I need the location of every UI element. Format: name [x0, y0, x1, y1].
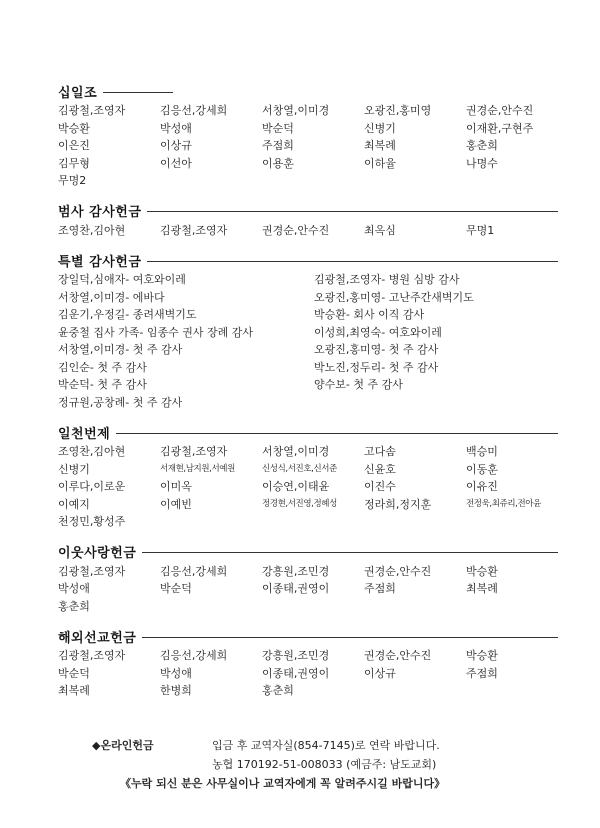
thanksgiving-entry: 윤중철 집사 가족- 임종수 권사 장례 감사: [58, 325, 253, 339]
footer-row-2: [92, 755, 552, 774]
donor-name: 무명1: [466, 223, 495, 237]
section-title: 십일조: [58, 85, 98, 101]
donor-name: 정라희,정지훈: [364, 497, 432, 511]
donor-name: 무명2: [58, 174, 87, 187]
donor-name: 박성애: [160, 121, 192, 135]
contact-instruction: 입금 후 교역자실(854-7145)로 연락 바랍니다.: [212, 739, 440, 752]
donor-name: 정경현,서진영,정혜성: [262, 498, 337, 509]
donor-name: 이은진: [58, 139, 90, 152]
thanksgiving-entry: 김광철,조영자- 병원 심방 감사: [314, 273, 460, 286]
donor-name: 홍춘희: [466, 139, 498, 152]
thanksgiving-list: [58, 271, 558, 411]
section-divider: [142, 552, 558, 553]
donor-name: 김광철,조영자: [58, 649, 126, 662]
donor-name: 신병기: [58, 462, 90, 476]
donor-name: 김응선,강세희: [160, 649, 228, 662]
donor-name: 박승환: [466, 649, 498, 662]
offering-section: [58, 249, 558, 411]
donor-name: 서창열,이미경: [262, 104, 330, 117]
donor-name: 김무형: [58, 156, 90, 170]
donor-name: 김응선,강세희: [160, 104, 228, 117]
section-header: [58, 541, 558, 563]
section-header: [58, 80, 558, 102]
donor-name: 서창열,이미경: [262, 445, 330, 458]
donor-name: 조영찬,김아현: [58, 445, 126, 458]
online-offering-footer: [92, 736, 552, 793]
donor-name: [160, 172, 262, 190]
donor-name: 박승환: [466, 564, 498, 578]
section-title: 일천번제: [58, 426, 111, 442]
donor-name: 박순덕: [58, 666, 90, 680]
thanksgiving-entry: 박승환- 회사 이직 감사: [314, 308, 425, 321]
donor-name: 박성애: [160, 666, 192, 680]
thanksgiving-entry: 오광진,홍미영- 첫 주 감사: [314, 343, 439, 356]
donor-name: 서재현,남지원,서예원: [160, 463, 235, 474]
offering-list: [58, 80, 558, 710]
donor-name: 최옥심: [364, 223, 396, 237]
donor-name: 이상규: [160, 139, 192, 152]
donor-name: 나명수: [466, 156, 498, 170]
donor-name: 김광철,조영자: [58, 564, 126, 578]
donor-name: 권경순,안수진: [262, 223, 330, 237]
offering-section: [58, 541, 558, 616]
donor-name: 박승환: [58, 121, 90, 135]
section-divider: [147, 261, 558, 262]
section-title: 해외선교헌금: [58, 630, 137, 646]
donor-name: 이하율: [364, 156, 396, 170]
offering-section: [58, 80, 558, 190]
donor-name: 최복례: [466, 582, 498, 595]
donor-name: 신윤호: [364, 462, 396, 476]
thanksgiving-entry: 박순덕- 첫 주 감사: [58, 378, 147, 391]
donor-name: [364, 172, 466, 190]
donor-name: 박순덕: [262, 121, 294, 135]
section-divider: [142, 637, 558, 638]
donor-name: [262, 598, 364, 616]
donor-name: 이종태,권영이: [262, 582, 330, 595]
donor-name: 박성애: [58, 582, 90, 595]
donor-name: 신병기: [364, 121, 396, 135]
donor-name: [466, 682, 558, 700]
offering-section: [58, 625, 558, 700]
missing-notice: 《누락 되신 분은 사무실이나 교역자에게 꼭 알려주시길 바랍니다》: [120, 777, 446, 790]
donor-name: [262, 172, 364, 190]
donor-name: [466, 513, 558, 531]
donor-name: [466, 598, 558, 616]
donor-name: 권경순,안수진: [364, 564, 432, 578]
donor-name: 이루다,이로운: [58, 480, 126, 493]
donor-name: 홍춘희: [58, 599, 90, 613]
donor-name: 이종태,권영이: [262, 666, 330, 680]
thanksgiving-entry: 이성희,최영숙- 여호와이레: [314, 325, 442, 339]
donor-name: 이용훈: [262, 156, 294, 170]
donor-name: 이동훈: [466, 462, 498, 476]
section-header: [58, 625, 558, 647]
thanksgiving-entry: 김운기,우정길- 종려새벽기도: [58, 308, 197, 321]
donor-name: 이선아: [160, 156, 192, 170]
donor-name: 권경순,안수진: [466, 104, 534, 117]
donor-name: 신성식,서진호,신서준: [262, 463, 337, 474]
donor-name: [160, 598, 262, 616]
donor-name: 홍춘희: [262, 684, 294, 697]
donor-name: 김광철,조영자: [160, 445, 228, 458]
section-header: [58, 200, 558, 222]
donor-name: 박순덕: [160, 582, 192, 595]
donor-name: [364, 598, 466, 616]
donor-name: [160, 513, 262, 531]
bank-account: 농협 170192-51-008033 (예금주: 남도교회): [212, 758, 437, 771]
donor-name: [364, 513, 466, 531]
thanksgiving-entry: [314, 394, 558, 412]
thanksgiving-entry: 정규원,공창례- 첫 주 감사: [58, 395, 183, 409]
thanksgiving-entry: 양수보- 첫 주 감사: [314, 378, 403, 391]
donor-name: 강흥원,조민경: [262, 649, 330, 662]
thanksgiving-entry: 서창열,이미경- 첫 주 감사: [58, 343, 183, 356]
donor-name: 이유진: [466, 480, 498, 493]
name-grid: [58, 647, 558, 700]
donor-name: 김광철,조영자: [58, 104, 126, 117]
section-divider: [116, 433, 558, 434]
donor-name: 주점희: [262, 139, 294, 152]
offering-section: [58, 200, 558, 240]
donor-name: 천정민,황성주: [58, 515, 126, 528]
donor-name: 주점희: [364, 582, 396, 595]
name-grid: [58, 563, 558, 616]
donor-name: 이진수: [364, 480, 396, 493]
donor-name: 이상규: [364, 666, 396, 680]
donor-name: [466, 172, 558, 190]
thanksgiving-entry: 오광진,홍미영- 고난주간새벽기도: [314, 290, 474, 304]
donor-name: 백승미: [466, 445, 498, 458]
footer-row-1: [92, 736, 552, 755]
donor-name: 최복례: [364, 139, 396, 152]
section-title: 특별 감사헌금: [58, 254, 142, 270]
section-header: [58, 249, 558, 271]
donor-name: 이미옥: [160, 480, 192, 493]
donor-name: 이승연,이태윤: [262, 480, 330, 493]
donor-name: 이예빈: [160, 497, 192, 511]
thanksgiving-entry: 김인순- 첫 주 감사: [58, 360, 147, 374]
offering-section: [58, 421, 558, 531]
donor-name: 김응선,강세희: [160, 564, 228, 578]
donor-name: [364, 682, 466, 700]
donor-name: 고다솜: [364, 445, 396, 458]
donor-name: [262, 513, 364, 531]
section-title: 범사 감사헌금: [58, 205, 142, 220]
name-grid: [58, 102, 558, 190]
section-divider: [147, 211, 558, 212]
donor-name: 이예지: [58, 497, 90, 511]
online-offering-label: ◆온라인헌금: [92, 739, 154, 752]
section-divider: [103, 92, 173, 93]
thanksgiving-entry: 서창열,이미경- 에바다: [58, 290, 165, 304]
name-grid: [58, 443, 558, 531]
name-grid: [58, 222, 558, 240]
donor-name: 오광진,홍미영: [364, 104, 432, 117]
donor-name: 권경순,안수진: [364, 649, 432, 662]
donor-name: 김광철,조영자: [160, 223, 228, 237]
section-title: 이웃사랑헌금: [58, 546, 137, 561]
section-header: [58, 421, 558, 443]
thanksgiving-entry: 장일덕,심애자- 여호와이레: [58, 273, 186, 286]
donor-name: 주점희: [466, 666, 498, 680]
donor-name: 강흥원,조민경: [262, 564, 330, 578]
donor-name: 최복례: [58, 684, 90, 697]
donor-name: 전정욱,최쥬리,전아윤: [466, 498, 541, 509]
donor-name: 조영찬,김아현: [58, 223, 126, 237]
donor-name: 이재환,구현주: [466, 121, 534, 135]
thanksgiving-entry: 박노진,정두리- 첫 주 감사: [314, 360, 439, 374]
donor-name: 한병희: [160, 684, 192, 697]
